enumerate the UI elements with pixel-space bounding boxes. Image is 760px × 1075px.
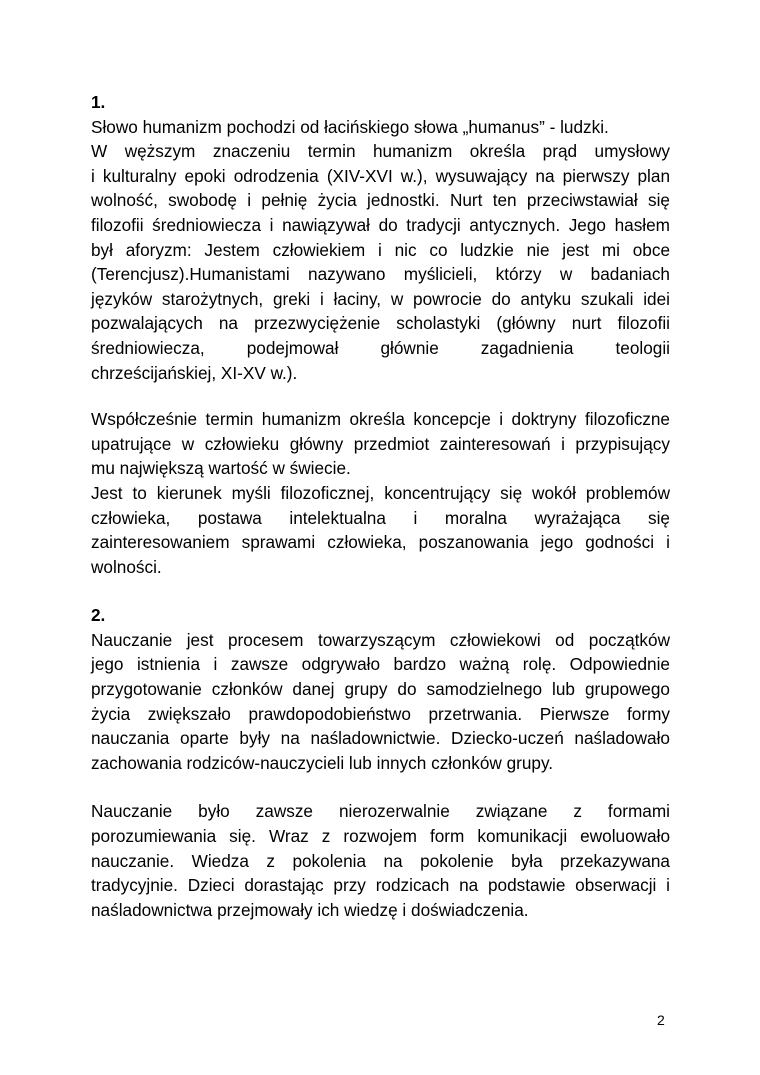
- text-line: języków starożytnych, greki i łaciny, w powrocie do antyku szukali idei: [91, 288, 670, 309]
- text-line: naśladownictwa przejmowały ich wiedzę i doświadczenia.: [91, 899, 529, 920]
- section-2-paragraph-1: [91, 628, 670, 776]
- text-line: Nauczanie jest procesem towarzyszącym człowiekowi od początków: [91, 629, 670, 650]
- section-1-paragraph-1: [91, 115, 670, 386]
- text-line: W węższym znaczeniu termin humanizm określa prąd umysłowy: [91, 141, 670, 162]
- page-number: 2: [657, 1012, 665, 1028]
- text-line: wolności.: [91, 556, 162, 577]
- text-line: upatrujące w człowieku główny przedmiot zainteresowań i przypisujący: [91, 433, 670, 454]
- text-line: Nauczanie było zawsze nierozerwalnie związane z formami: [91, 801, 670, 822]
- text-line: jego istnienia i zawsze odgrywało bardzo ważną rolę. Odpowiednie: [91, 654, 670, 675]
- section-2-paragraph-2: [91, 799, 670, 922]
- text-line: był aforyzm: Jestem człowiekiem i nic co ludzkie nie jest mi obce: [91, 239, 670, 260]
- section-2-number: 2.: [91, 605, 106, 626]
- section-1-number: 1.: [91, 92, 106, 112]
- text-line: zachowania rodziców-nauczycieli lub innych członków grupy.: [91, 752, 554, 773]
- text-line: Współcześnie termin humanizm określa koncepcje i doktryny filozoficzne: [91, 409, 670, 430]
- text-line: porozumiewania się. Wraz z rozwojem form komunikacji ewoluowało: [91, 826, 670, 847]
- paragraph-spacer: [91, 775, 670, 799]
- text-line: (Terencjusz).Humanistami nazywano myślicieli, którzy w badaniach: [91, 264, 670, 285]
- section-1-paragraph-2: [91, 407, 670, 579]
- text-line: człowieka, postawa intelektualna i moralna wyrażająca się: [91, 507, 670, 528]
- text-line: filozofii średniowiecza i nawiązywał do tradycji antycznych. Jego hasłem: [91, 214, 670, 235]
- text-line: tradycyjnie. Dzieci dorastając przy rodzicach na podstawie obserwacji i: [91, 875, 670, 896]
- text-line: Słowo humanizm pochodzi od łacińskiego słowa „humanus” - ludzki.: [91, 116, 609, 137]
- text-line: mu największą wartość w świecie.: [91, 458, 351, 479]
- text-line: nauczanie. Wiedza z pokolenia na pokolenie była przekazywana: [91, 850, 670, 871]
- text-line: nauczania oparte były na naśladownictwie. Dziecko-uczeń naśladowało: [91, 728, 670, 749]
- text-line: pozwalających na przezwyciężenie scholastyki (główny nurt filozofii: [91, 313, 670, 334]
- page-content: [91, 90, 670, 922]
- text-line: zainteresowaniem sprawami człowieka, poszanowania jego godności i: [91, 532, 670, 553]
- text-line: Jest to kierunek myśli filozoficznej, koncentrujący się wokół problemów: [91, 482, 670, 503]
- text-line: przygotowanie członków danej grupy do samodzielnego lub grupowego: [91, 679, 670, 700]
- text-line: średniowiecza, podejmował głównie zagadnienia teologii: [91, 337, 670, 358]
- paragraph-spacer: [91, 385, 670, 407]
- text-line: życia zwiększało prawdopodobieństwo przetrwania. Pierwsze formy: [91, 703, 670, 724]
- text-line: i kulturalny epoki odrodzenia (XIV-XVI w.), wysuwający na pierwszy plan: [91, 165, 670, 186]
- section-spacer: [91, 579, 670, 603]
- text-line: chrześcijańskiej, XI-XV w.).: [91, 362, 298, 383]
- text-line: wolność, swobodę i pełnię życia jednostki. Nurt ten przeciwstawiał się: [91, 190, 670, 211]
